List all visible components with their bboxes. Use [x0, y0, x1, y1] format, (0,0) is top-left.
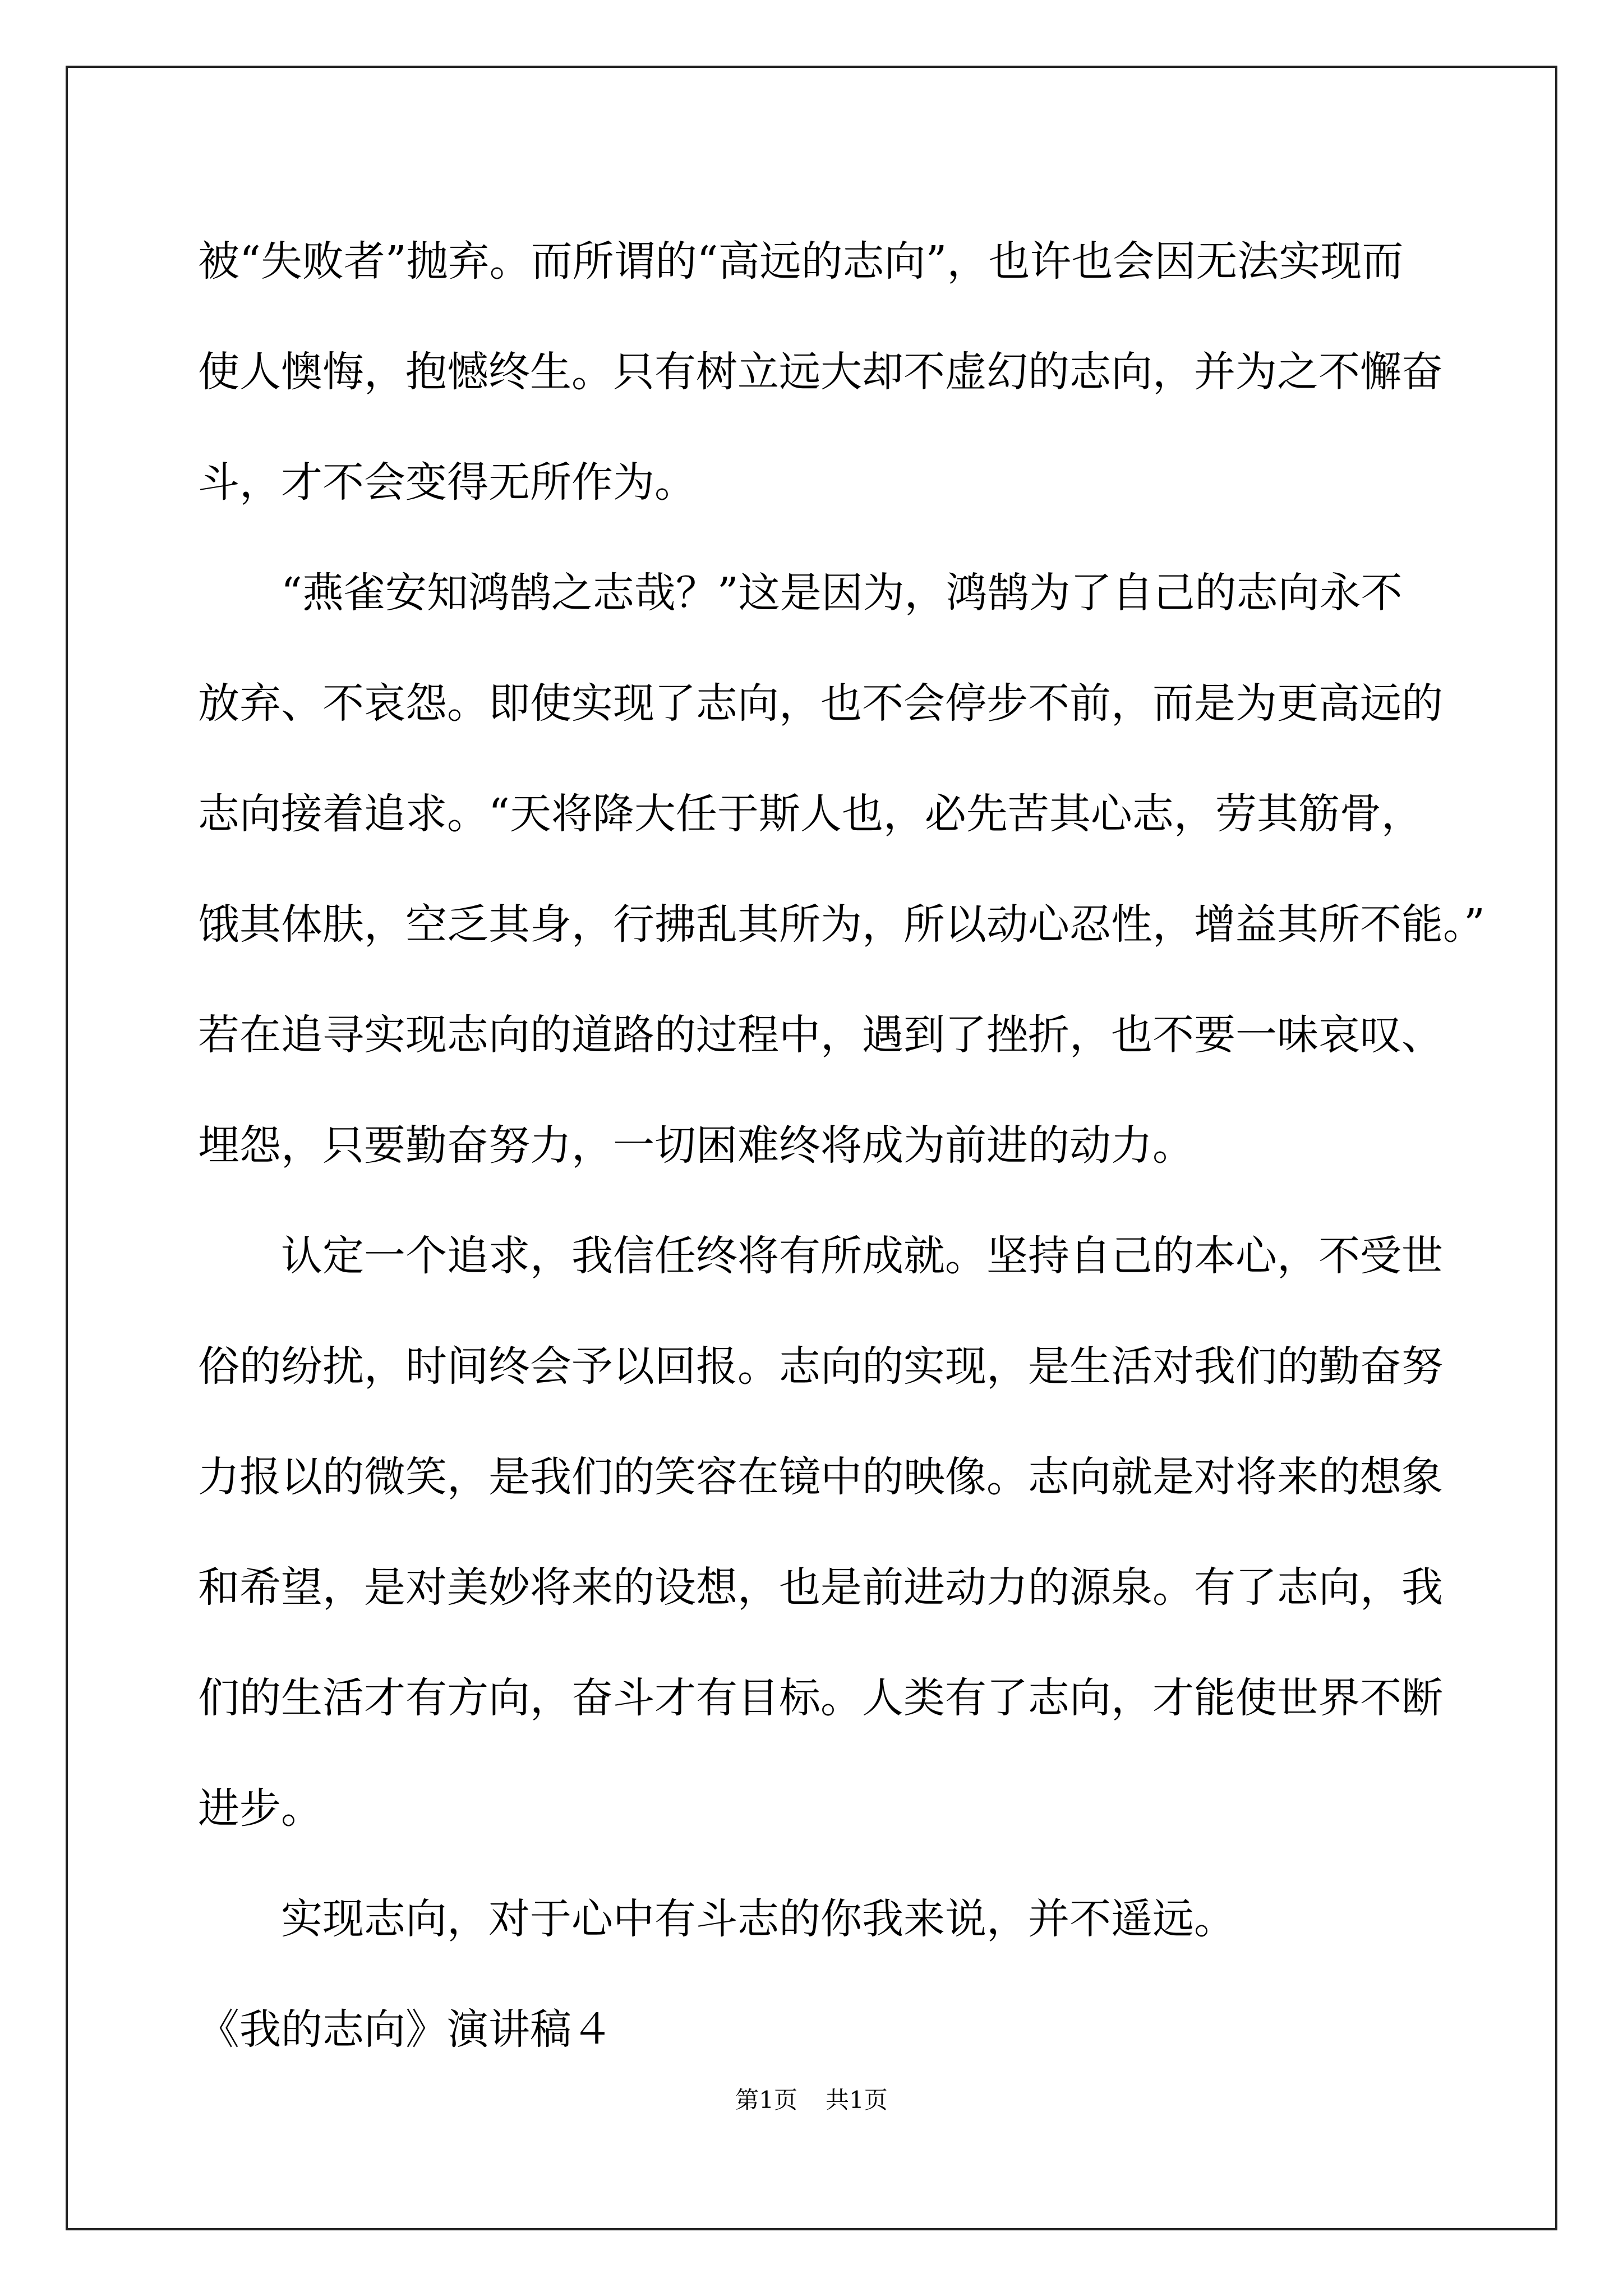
text-line: 使人懊悔，抱憾终生。只有树立远大却不虚幻的志向，并为之不懈奋 — [198, 348, 1443, 396]
paragraph-start-line: 实现志向，对于心中有斗志的你我来说，并不遥远。 — [281, 1895, 1235, 1943]
text-line: 志向接着追求。“天将降大任于斯人也，必先苦其心志，劳其筋骨， — [198, 790, 1423, 838]
page-footer — [0, 2083, 1623, 2117]
text-line: 饿其体肤，空乏其身，行拂乱其所为，所以动心忍性，增益其所不能。” — [198, 900, 1485, 949]
text-line: 埋怨，只要勤奋努力，一切困难终将成为前进的动力。 — [198, 1121, 1194, 1170]
paragraph-start-line: 认定一个追求，我信任终将有所成就。坚持自己的本心，不受世 — [281, 1232, 1443, 1280]
page-number: 第1页 — [735, 2086, 797, 2114]
text-line: 若在追寻实现志向的道路的过程中，遇到了挫折，也不要一味哀叹、 — [198, 1011, 1443, 1059]
document-body — [198, 206, 1485, 2085]
page-total: 共1页 — [826, 2086, 888, 2114]
text-line: 俗的纷扰，时间终会予以回报。志向的实现，是生活对我们的勤奋努 — [198, 1342, 1443, 1391]
text-line: 和希望，是对美妙将来的设想，也是前进动力的源泉。有了志向，我 — [198, 1563, 1443, 1612]
paragraph-start-line: “燕雀安知鸿鹄之志哉？”这是因为，鸿鹄为了自己的志向永不 — [281, 569, 1403, 617]
text-line: 放弃、不哀怨。即使实现了志向，也不会停步不前，而是为更高远的 — [198, 679, 1443, 728]
section-heading: 《我的志向》演讲稿４ — [198, 2005, 613, 2054]
text-line: 进步。 — [198, 1784, 322, 1833]
text-line: 力报以的微笑，是我们的笑容在镜中的映像。志向就是对将来的想象 — [198, 1453, 1443, 1501]
text-line: 们的生活才有方向，奋斗才有目标。人类有了志向，才能使世界不断 — [198, 1674, 1443, 1722]
text-line: 被“失败者”抛弃。而所谓的“高远的志向”，也许也会因无法实现而 — [198, 237, 1404, 286]
text-line: 斗，才不会变得无所作为。 — [198, 458, 696, 507]
